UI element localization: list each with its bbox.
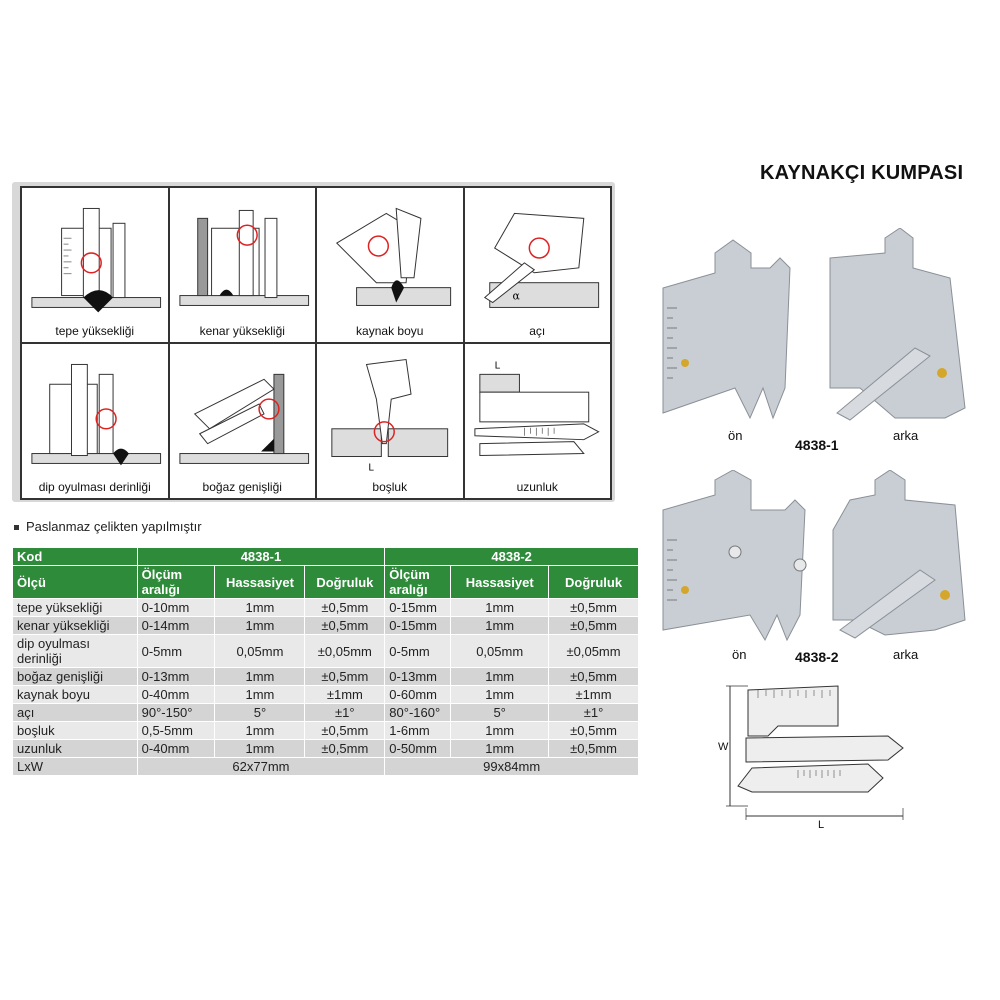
spec-value-cell: ±1mm — [549, 686, 639, 704]
model2-header: 4838-2 — [385, 548, 639, 566]
spec-value-cell: 1mm — [215, 617, 305, 635]
model-label-1: 4838-1 — [795, 437, 839, 453]
spec-value-cell: 5° — [451, 704, 549, 722]
spec-value-cell: 0-13mm — [385, 668, 451, 686]
material-note: Paslanmaz çelikten yapılmıştır — [14, 519, 202, 534]
w-dim-label: W — [718, 741, 729, 753]
spec-value-cell: 0-13mm — [137, 668, 215, 686]
spec-value-cell: 1mm — [451, 740, 549, 758]
spec-value-cell: ±0,5mm — [305, 668, 385, 686]
caption: açı — [529, 324, 546, 338]
spec-value-cell: 0-10mm — [137, 599, 215, 617]
caption: boşluk — [372, 480, 408, 494]
spec-value-cell: ±0,5mm — [549, 617, 639, 635]
product-photo-4838-2 — [655, 470, 985, 645]
spec-row — [13, 599, 639, 617]
lxw-value-2: 99x84mm — [385, 758, 639, 776]
header-row-2 — [13, 566, 639, 599]
diagram-undercut-depth — [21, 343, 169, 499]
range-header-2: Ölçüm aralığı — [385, 566, 451, 599]
spec-value-cell: 5° — [215, 704, 305, 722]
back-label-2: arka — [893, 647, 919, 662]
measure-name-cell: dip oyulması derinliği — [13, 635, 138, 668]
caption: kaynak boyu — [356, 324, 424, 338]
length-illustration — [465, 344, 611, 474]
spec-value-cell: ±1° — [549, 704, 639, 722]
spec-value-cell: 0-40mm — [137, 740, 215, 758]
spec-value-cell: 0-15mm — [385, 599, 451, 617]
spec-value-cell: ±0,5mm — [305, 740, 385, 758]
spec-row — [13, 686, 639, 704]
spec-value-cell: 1mm — [451, 668, 549, 686]
spec-value-cell: 1mm — [451, 617, 549, 635]
spec-row — [13, 740, 639, 758]
diagram-throat-width — [169, 343, 317, 499]
dimension-drawing — [718, 678, 918, 828]
angle-illustration — [465, 188, 611, 318]
spec-value-cell: ±0,5mm — [549, 722, 639, 740]
diagram-gap — [316, 343, 464, 499]
lxw-label: LxW — [13, 758, 138, 776]
spec-value-cell: 0-60mm — [385, 686, 451, 704]
model1-header: 4838-1 — [137, 548, 385, 566]
measure-name-cell: uzunluk — [13, 740, 138, 758]
bullet-square-icon — [14, 525, 19, 530]
measure-name-cell: kaynak boyu — [13, 686, 138, 704]
measure-name-cell: boşluk — [13, 722, 138, 740]
spec-value-cell: 80°-160° — [385, 704, 451, 722]
lxw-row — [13, 758, 639, 776]
usage-diagram-grid — [20, 186, 612, 500]
spec-value-cell: 1mm — [451, 599, 549, 617]
spec-value-cell: 0-50mm — [385, 740, 451, 758]
caption: boğaz genişliği — [202, 480, 282, 494]
accuracy-header-1: Doğruluk — [305, 566, 385, 599]
spec-value-cell: ±0,5mm — [305, 722, 385, 740]
caption: kenar yüksekliği — [199, 324, 285, 338]
spec-value-cell: 1-6mm — [385, 722, 451, 740]
caption: tepe yüksekliği — [55, 324, 135, 338]
spec-value-cell: ±0,05mm — [549, 635, 639, 668]
spec-value-cell: 0,5-5mm — [137, 722, 215, 740]
spec-value-cell: 1mm — [215, 722, 305, 740]
spec-table — [12, 547, 639, 776]
edge-height-illustration — [170, 188, 316, 318]
spec-value-cell: 0-5mm — [385, 635, 451, 668]
l-dim-label: L — [818, 819, 825, 828]
measure-name-cell: açı — [13, 704, 138, 722]
length-dim-label: L — [494, 360, 500, 372]
throat-width-illustration — [170, 344, 316, 474]
spec-value-cell: ±0,5mm — [549, 668, 639, 686]
diagram-edge-height — [169, 187, 317, 343]
spec-body — [13, 599, 639, 758]
spec-value-cell: 1mm — [215, 668, 305, 686]
olcu-header: Ölçü — [13, 566, 138, 599]
crown-height-illustration — [22, 188, 168, 318]
caption: dip oyulması derinliği — [38, 480, 151, 494]
diagram-crown-height — [21, 187, 169, 343]
spec-row — [13, 668, 639, 686]
page-title: KAYNAKÇI KUMPASI — [760, 162, 964, 184]
front-label-2: ön — [732, 647, 747, 662]
spec-value-cell: ±0,5mm — [549, 740, 639, 758]
spec-value-cell: 1mm — [215, 740, 305, 758]
product-photo-4838-1 — [655, 228, 985, 428]
spec-value-cell: 1mm — [215, 686, 305, 704]
spec-value-cell: 0-40mm — [137, 686, 215, 704]
diagram-angle — [464, 187, 612, 343]
spec-value-cell: 0-5mm — [137, 635, 215, 668]
spec-value-cell: 1mm — [215, 599, 305, 617]
spec-value-cell: ±1mm — [305, 686, 385, 704]
measure-name-cell: tepe yüksekliği — [13, 599, 138, 617]
precision-header-2: Hassasiyet — [451, 566, 549, 599]
gap-illustration — [317, 344, 463, 474]
diagram-weld-length — [316, 187, 464, 343]
gap-dim-label: L — [368, 462, 374, 474]
spec-value-cell: 1mm — [451, 686, 549, 704]
spec-value-cell: ±0,5mm — [305, 599, 385, 617]
diagram-length — [464, 343, 612, 499]
spec-value-cell: ±1° — [305, 704, 385, 722]
spec-value-cell: ±0,5mm — [549, 599, 639, 617]
spec-value-cell: 90°-150° — [137, 704, 215, 722]
lxw-value-1: 62x77mm — [137, 758, 385, 776]
spec-value-cell: 0,05mm — [215, 635, 305, 668]
caption: uzunluk — [516, 480, 558, 494]
spec-value-cell: 1mm — [451, 722, 549, 740]
spec-row — [13, 635, 639, 668]
spec-value-cell: ±0,05mm — [305, 635, 385, 668]
spec-value-cell: 0-15mm — [385, 617, 451, 635]
header-row-1 — [13, 548, 639, 566]
spec-value-cell: 0,05mm — [451, 635, 549, 668]
back-label-1: arka — [893, 428, 919, 443]
accuracy-header-2: Doğruluk — [549, 566, 639, 599]
undercut-depth-illustration — [22, 344, 168, 474]
spec-row — [13, 617, 639, 635]
spec-value-cell: ±0,5mm — [305, 617, 385, 635]
spec-value-cell: 0-14mm — [137, 617, 215, 635]
front-label-1: ön — [728, 428, 743, 443]
weld-length-illustration — [317, 188, 463, 318]
kod-header: Kod — [13, 548, 138, 566]
measure-name-cell: boğaz genişliği — [13, 668, 138, 686]
spec-row — [13, 722, 639, 740]
range-header-1: Ölçüm aralığı — [137, 566, 215, 599]
alpha-label: α — [512, 289, 520, 303]
spec-row — [13, 704, 639, 722]
precision-header-1: Hassasiyet — [215, 566, 305, 599]
measure-name-cell: kenar yüksekliği — [13, 617, 138, 635]
model-label-2: 4838-2 — [795, 649, 839, 665]
